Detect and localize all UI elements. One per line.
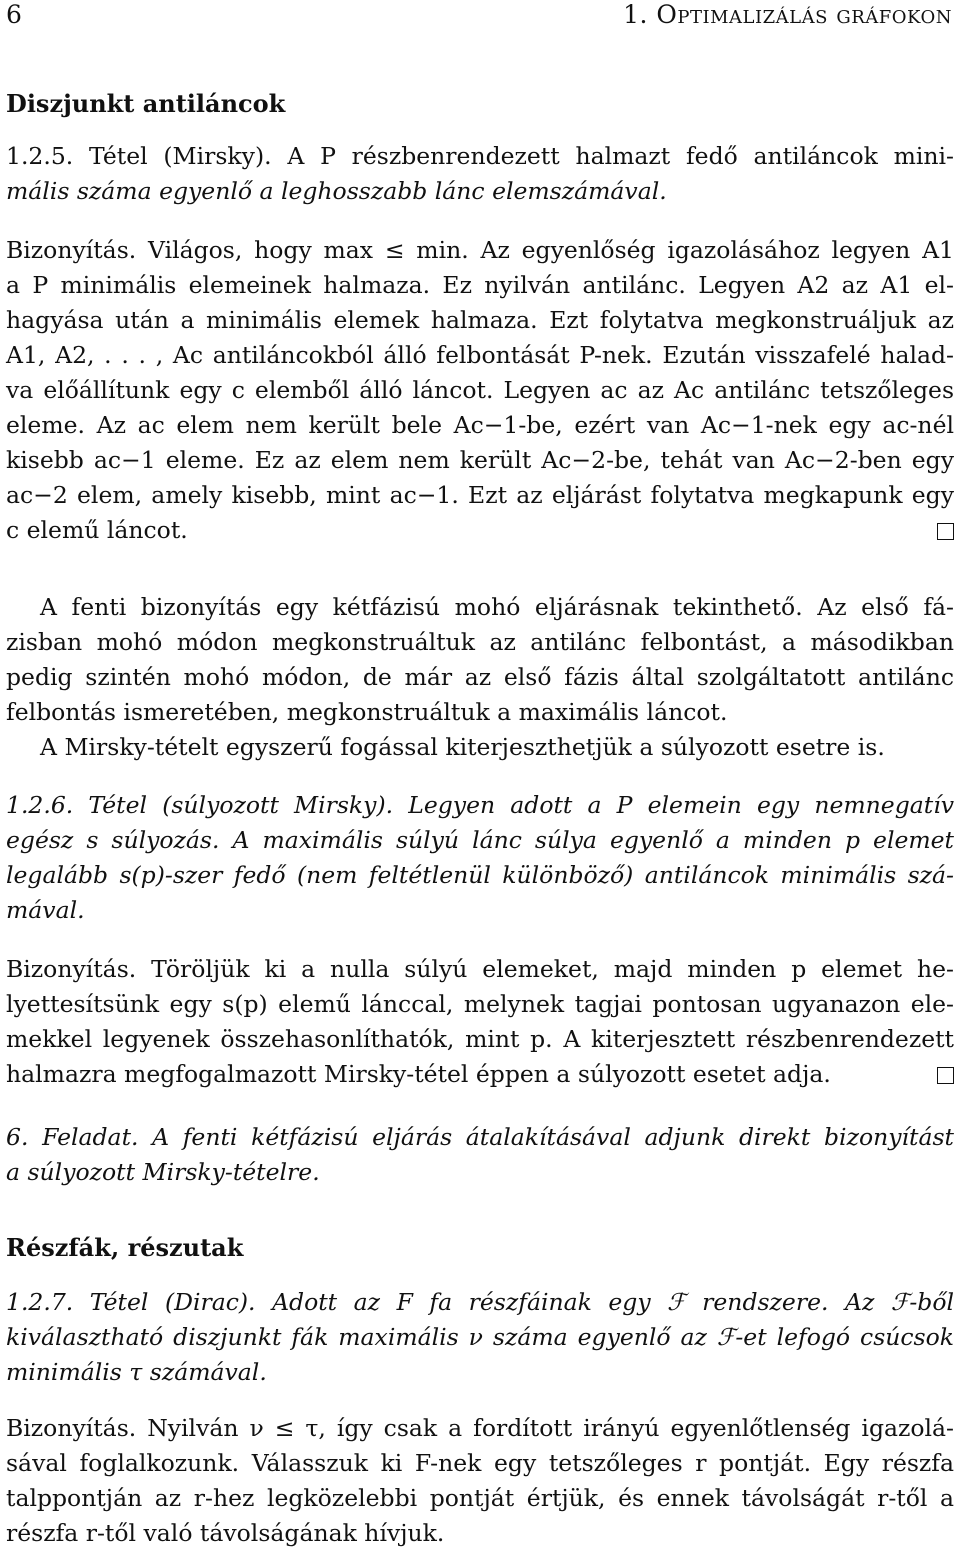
text-line: Bizonyítás. Világos, hogy max ≤ min. Az egyenlőség igazolásához legyen A1: [6, 236, 954, 264]
text-line: a P minimális elemeinek halmaza. Ez nyilván antilánc. Legyen A2 az A1 el-: [6, 271, 954, 299]
section-title: Diszjunkt antiláncok: [6, 89, 286, 118]
text-line: felbontás ismeretében, megkonstruáltuk a maximális láncot.: [6, 698, 728, 726]
section-title: Részfák, részutak: [6, 1233, 244, 1262]
qed-icon: [937, 1057, 954, 1092]
exercise-6: [6, 1120, 954, 1190]
text-line: kisebb ac−1 eleme. Ez az elem nem került Ac−2-be, tehát van Ac−2-ben egy: [6, 446, 954, 474]
page-number: 6: [6, 0, 22, 29]
text-line-end: [6, 1057, 954, 1092]
proof-weighted: [6, 952, 954, 1092]
chapter-heading: 1. Optimalizálás gráfokon: [623, 0, 952, 29]
text-line: talppontján az r-hez legközelebbi pontját értjük, és ennek távolságát r-től a: [6, 1484, 954, 1512]
text-line: részfa r-től való távolságának hívjuk.: [6, 1519, 445, 1547]
text-line: mális száma egyenlő a leghosszabb lánc elemszámával.: [6, 177, 667, 205]
text-line: Bizonyítás. Töröljük ki a nulla súlyú elemeket, majd minden p elemet he-: [6, 955, 954, 983]
text-line: halmazra megfogalmazott Mirsky-tétel éppen a súlyozott esetet adja.: [6, 1060, 831, 1088]
theorem-1-2-6: [6, 788, 954, 928]
text-line: 1.2.5. Tétel (Mirsky). A P részbenrendezett halmazt fedő antiláncok mini-: [6, 142, 954, 170]
text-line: eleme. Az ac elem nem került bele Ac−1-be, ezért van Ac−1-nek egy ac-nél: [6, 411, 954, 439]
text-line: 6. Feladat. A fenti kétfázisú eljárás átalakításával adjunk direkt bizonyítást: [6, 1123, 954, 1151]
text-line: A fenti bizonyítás egy kétfázisú mohó eljárásnak tekinthető. Az első fá-: [40, 593, 954, 621]
qed-icon: [937, 513, 954, 548]
text-line: a súlyozott Mirsky-tételre.: [6, 1158, 320, 1186]
proof-mirsky: [6, 233, 954, 548]
text-line: 1.2.7. Tétel (Dirac). Adott az F fa részfáinak egy ℱ rendszere. Az ℱ-ből: [6, 1288, 954, 1316]
text-line: legalább s(p)-szer fedő (nem feltétlenül különböző) antiláncok minimális szá-: [6, 861, 954, 889]
text-line: kiválasztható diszjunkt fák maximális ν száma egyenlő az ℱ-et lefogó csúcsok: [6, 1323, 954, 1351]
text-line: pedig szintén mohó módon, de már az első fázis által szolgáltatott antilánc: [6, 663, 954, 691]
text-line: lyettesítsünk egy s(p) elemű lánccal, melynek tagjai pontosan ugyanazon ele-: [6, 990, 954, 1018]
text-line: A Mirsky-tételt egyszerű fogással kiterjeszthetjük a súlyozott esetre is.: [40, 733, 885, 761]
text-line: mával.: [6, 896, 85, 924]
text-line: zisban mohó módon megkonstruáltuk az antilánc felbontást, a másodikban: [6, 628, 954, 656]
text-line: egész s súlyozás. A maximális súlyú lánc súlya egyenlő a minden p elemet: [6, 826, 954, 854]
proof-dirac: [6, 1411, 954, 1551]
text-line-end: [6, 513, 954, 548]
remark-paragraph: [6, 590, 954, 765]
text-line: 1.2.6. Tétel (súlyozott Mirsky). Legyen adott a P elemein egy nemnegatív: [6, 791, 954, 819]
text-line: c elemű láncot.: [6, 516, 188, 544]
text-line: hagyása után a minimális elemek halmaza. Ezt folytatva megkonstruáljuk az: [6, 306, 954, 334]
text-line: A1, A2, . . . , Ac antiláncokból álló felbontását P-nek. Ezután visszafelé halad-: [6, 341, 954, 369]
theorem-1-2-5: [6, 139, 954, 209]
text-line: va előállítunk egy c elemből álló láncot. Legyen ac az Ac antilánc tetszőleges: [6, 376, 954, 404]
text-line: sával foglalkozunk. Válasszuk ki F-nek egy tetszőleges r pontját. Egy részfa: [6, 1449, 954, 1477]
text-line: mekkel legyenek összehasonlíthatók, mint p. A kiterjesztett részbenrendezett: [6, 1025, 954, 1053]
text-line: minimális τ számával.: [6, 1358, 267, 1386]
theorem-1-2-7: [6, 1285, 954, 1390]
text-line: Bizonyítás. Nyilván ν ≤ τ, így csak a fordított irányú egyenlőtlenség igazolá-: [6, 1414, 954, 1442]
text-line: ac−2 elem, amely kisebb, mint ac−1. Ezt az eljárást folytatva megkapunk egy: [6, 481, 954, 509]
